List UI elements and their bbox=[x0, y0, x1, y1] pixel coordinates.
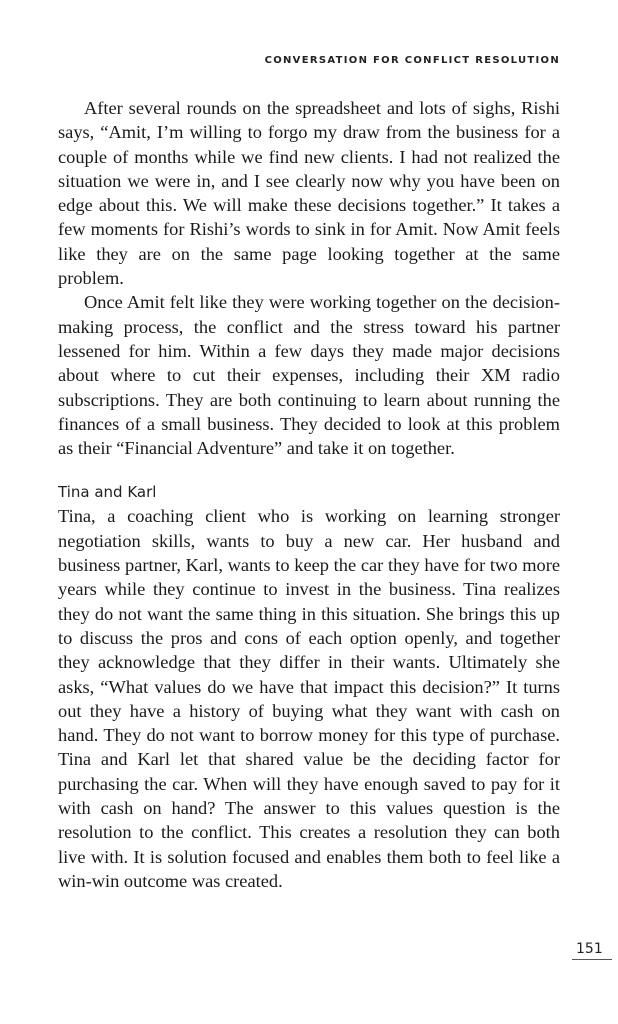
page-number: 151 bbox=[572, 940, 612, 960]
body-paragraph: After several rounds on the spreadsheet and lots of sighs, Rishi says, “Amit, I’m willing to forgo my draw from the business for a couple of months while we find new clients. I had not realized the situation we were in, and I see clearly now why you have been on edge about this. We will make these decisions together.” It takes a few moments for Rishi’s words to sink in for Amit. Now Amit feels like they are on the same page looking together at the same problem. bbox=[58, 98, 560, 289]
running-head: CONVERSATION FOR CONFLICT RESOLUTION bbox=[264, 55, 560, 66]
body-paragraph: Once Amit felt like they were working together on the decision-making process, the conflict and the stress toward his partner lessened for him. Within a few days they made major decisions about where to cut their expenses, including their XM radio subscriptions. They are both continuing to learn about running the finances of a small business. They decided to look at this problem as their “Financial Adventure” and take it on together. bbox=[58, 292, 560, 459]
page-content bbox=[58, 96, 560, 893]
body-paragraph: Tina, a coaching client who is working on learning stronger negotiation skills, wants to buy a new car. Her husband and business partner, Karl, wants to keep the car they have for two more years while they continue to invest in the business. Tina realizes they do not want the same thing in this situation. She brings this up to discuss the pros and cons of each option openly, and together they acknowledge that they differ in their wants. Ultimately she asks, “What values do we have that impact this decision?” It turns out they have a history of buying what they want with cash on hand. They do not want to borrow money for this type of purchase. Tina and Karl let that shared value be the deciding factor for purchasing the car. When will they have enough saved to pay for it with cash on hand? The answer to this values question is the resolution to the conflict. This creates a resolution they can both live with. It is solution focused and enables them both to feel like a win-win outcome was created. bbox=[58, 506, 560, 891]
section-heading: Tina and Karl bbox=[58, 483, 157, 502]
